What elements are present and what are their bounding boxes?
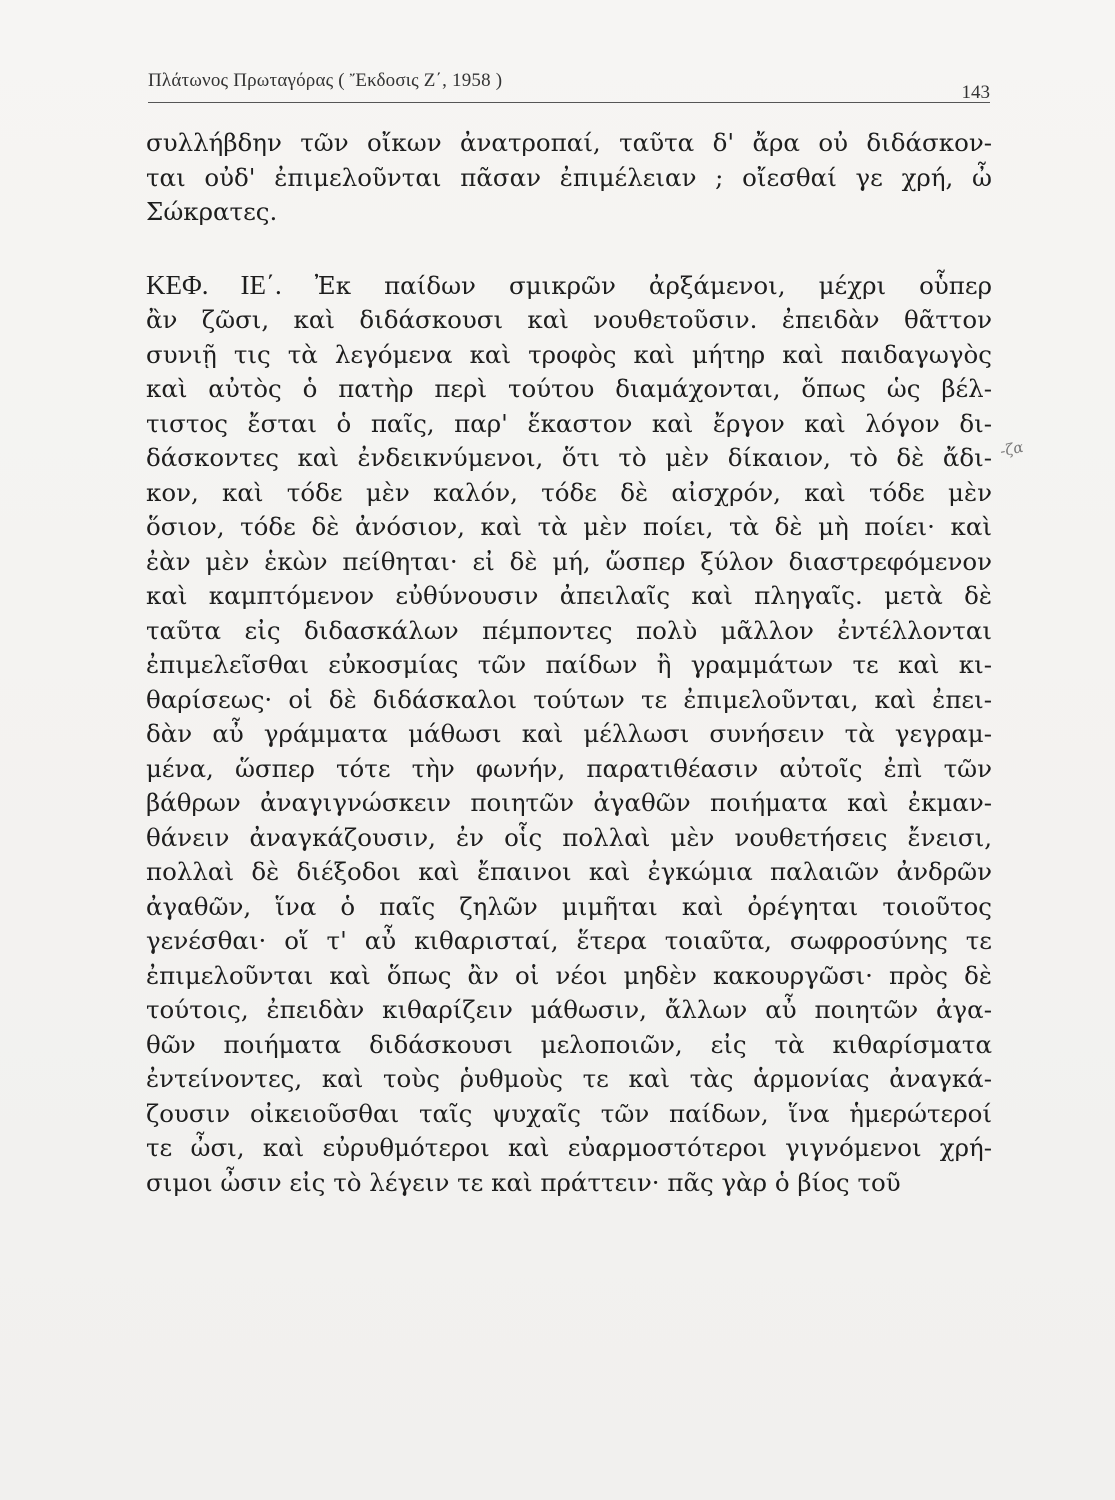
text-line: μένα, ὥσπερ τότε τὴν φωνήν, παρατιθέασιν αὐτοῖς ἐπὶ τῶν (146, 753, 992, 783)
chapter-first-line (146, 268, 992, 304)
text-line: δάσκοντες καὶ ἐνδεικνύμενοι, ὅτι τὸ μὲν δίκαιον, τὸ δὲ ἄδι- (146, 443, 992, 472)
text-line: κον, καὶ τόδε μὲν καλόν, τόδε δὲ αἰσχρόν, καὶ τόδε μὲν (146, 477, 992, 507)
text-line: ὅσιον, τόδε δὲ ἀνόσιον, καὶ τὰ μὲν ποίει, τὰ δὲ μὴ ποίει· καὶ (146, 512, 992, 541)
chapter-label: ΚΕΦ. ΙΕ΄. (146, 269, 282, 300)
text-line: θῶν ποιήματα διδάσκουσι μελοποιῶν, εἰς τὰ κιθαρίσματα (146, 1029, 992, 1059)
text-line: ται οὐδ' ἐπιμελοῦνται πᾶσαν ἐπιμέλειαν ; οἴεσθαί γε χρή, ὦ (146, 162, 992, 192)
running-header (148, 62, 990, 103)
handwritten-margin-note: -ζα (998, 437, 1025, 461)
text-line: πολλαὶ δὲ διέξοδοι καὶ ἔπαινοι καὶ ἐγκώμια παλαιῶν ἀνδρῶν (146, 857, 992, 886)
text-line: ἐπιμελοῦνται καὶ ὅπως ἂν οἱ νέοι μηδὲν κακουργῶσι· πρὸς δὲ (146, 960, 992, 990)
text-line: ἂν ζῶσι, καὶ διδάσκουσι καὶ νουθετοῦσιν. ἐπειδὰν θᾶττον (146, 305, 992, 334)
paragraph-2 (146, 268, 992, 1201)
text-line: ἐὰν μὲν ἑκὼν πείθηται· εἰ δὲ μή, ὥσπερ ξύλον διαστρεφόμενον (146, 546, 992, 576)
text-line: συνιῇ τις τὰ λεγόμενα καὶ τροφὸς καὶ μήτηρ καὶ παιδαγωγὸς (146, 339, 992, 369)
text-line: τε ὦσι, καὶ εὐρυθμότεροι καὶ εὐαρμοστότεροι γιγνόμενοι χρή- (146, 1133, 992, 1162)
text-line: καὶ αὐτὸς ὁ πατὴρ περὶ τούτου διαμάχονται, ὅπως ὡς βέλ- (146, 374, 992, 403)
text-line: σιμοι ὦσιν εἰς τὸ λέγειν τε καὶ πράττειν· πᾶς γὰρ ὁ βίος τοῦ (146, 1167, 901, 1197)
chapter-opening-text: Ἐκ παίδων σμικρῶν ἀρξάμενοι, μέχρι οὗπερ (314, 270, 992, 300)
text-line: βάθρων ἀναγιγνώσκειν ποιητῶν ἀγαθῶν ποιήματα καὶ ἐκμαν- (146, 788, 992, 817)
text-line: ἐπιμελεῖσθαι εὐκοσμίας τῶν παίδων ἢ γραμμάτων τε καὶ κι- (146, 650, 992, 679)
text-line: θαρίσεως· οἱ δὲ διδάσκαλοι τούτων τε ἐπιμελοῦνται, καὶ ἐπει- (146, 684, 992, 714)
text-line: καὶ καμπτόμενον εὐθύνουσιν ἀπειλαῖς καὶ πληγαῖς. μετὰ δὲ (146, 581, 992, 610)
text-line: τιστος ἔσται ὁ παῖς, παρ' ἕκαστον καὶ ἔργον καὶ λόγον δι- (146, 408, 992, 438)
text-line: δὰν αὖ γράμματα μάθωσι καὶ μέλλωσι συνήσειν τὰ γεγραμ- (146, 719, 992, 748)
paragraph-gap (146, 230, 992, 268)
text-line: θάνειν ἀναγκάζουσιν, ἐν οἷς πολλαὶ μὲν νουθετήσεις ἔνεισι, (146, 822, 992, 852)
header-title: Πλάτωνος Πρωταγόρας ( Ἔκδοσις Ζ΄, 1958 ) (148, 70, 503, 91)
text-line: Σώκρατες. (146, 197, 278, 226)
page-number: 143 (961, 82, 990, 103)
text-line: ἀγαθῶν, ἵνα ὁ παῖς ζηλῶν μιμῆται καὶ ὀρέγηται τοιοῦτος (146, 891, 992, 921)
text-line: ταῦτα εἰς διδασκάλων πέμποντες πολὺ μᾶλλον ἐντέλλονται (146, 615, 992, 645)
text-line: τούτοις, ἐπειδὰν κιθαρίζειν μάθωσιν, ἄλλων αὖ ποιητῶν ἀγα- (146, 995, 992, 1024)
body-text (146, 126, 992, 1200)
text-line: συλλήβδην τῶν οἴκων ἀνατροπαί, ταῦτα δ' ἄρα οὐ διδάσκον- (146, 128, 992, 157)
text-line: ζουσιν οἰκειοῦσθαι ταῖς ψυχαῖς τῶν παίδων, ἵνα ἡμερώτεροί (146, 1098, 992, 1128)
text-line: γενέσθαι· οἵ τ' αὖ κιθαρισταί, ἕτερα τοιαῦτα, σωφροσύνης τε (146, 926, 992, 955)
paragraph-1 (146, 126, 992, 230)
text-line: ἐντείνοντες, καὶ τοὺς ῥυθμοὺς τε καὶ τὰς ἁρμονίας ἀναγκά- (146, 1064, 992, 1093)
